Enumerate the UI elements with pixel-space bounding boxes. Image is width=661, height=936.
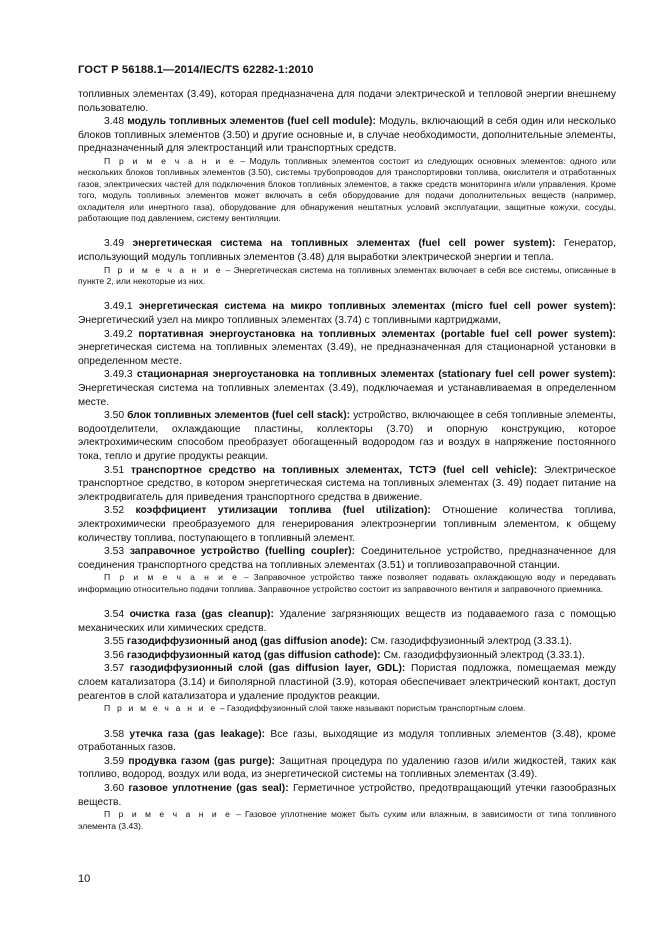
document-header: ГОСТ Р 56188.1—2014/IEC/TS 62282-1:2010 (78, 64, 314, 76)
term-definition (78, 300, 616, 327)
term-title: транспортное средство на топливных элементах, ТСТЭ (fuel cell vehicle): (130, 464, 538, 476)
term-title: заправочное устройство (fuelling coupler): (129, 546, 356, 558)
term-title: портативная энергоустановка на топливных элементах (portable fuel cell power system): (138, 328, 616, 340)
term-text: устройство, включающее в себя топливные элементы, водоотделители, охлаждающие пластины, коллекторы (3.70) и опорную конструкцию, которое электрохимическим способом преобразует обогащенный водородом газ и воздух в напряжение постоянного тока, тепло и другие продукты реакции. (78, 410, 617, 462)
term-number: 3.57 (104, 663, 125, 675)
term-number: 3.49 (104, 238, 125, 250)
term-text: Генератор, использующий модуль топливных элементов (3.48) для выработки электрической энергии и тепла. (78, 238, 616, 263)
term-definition (78, 409, 616, 463)
note-text: – Газовое уплотнение может быть сухим или влажным, в зависимости от типа топливного элемента (3.43). (78, 809, 616, 831)
term-title: очистка газа (gas cleanup): (129, 609, 274, 621)
term-text: Удаление загрязняющих веществ из подаваемого газа с помощью механических или химических средств. (78, 609, 616, 634)
term-number: 3.55 (104, 636, 125, 648)
term-text: Защитная процедура по удалению газов и/или жидкостей, таких как топливо, водород, воздух или вода, из энергетической системы на топливных элементах (3.49). (78, 755, 616, 781)
page-number: 10 (78, 873, 91, 885)
term-number: 3.49.2 (104, 328, 133, 340)
note-text: – Заправочное устройство также позволяет подавать охлаждающую воду и передавать информацию относительно подачи топлива. Заправочное устройство состоит из заправочного вентиля и заправочного приемника. (78, 572, 616, 594)
term-number: 3.48 (104, 116, 125, 128)
term-definition (78, 728, 616, 755)
term-text: Отношение количества топлива, электрохимически преобразуемого для генерирования электроэнергии топливным элементом, к общему количеству топлива, поступающего в топливный элемент. (78, 505, 616, 544)
term-title: газодиффузионный слой (gas diffusion layer, GDL): (129, 663, 406, 675)
term-definition (78, 328, 616, 369)
note-paragraph (78, 809, 616, 832)
term-text: См. газодиффузионный электрод (3.33.1). (367, 636, 572, 648)
term-title: стационарная энергоустановка на топливных элементах (stationary fuel cell power system): (136, 369, 616, 381)
note-text: – Энергетическая система на топливных элементах включает в себя все системы, описанные в пункте 2, или некоторые из них. (78, 264, 616, 286)
term-definition (78, 755, 616, 782)
note-label: П р и м е ч а н и е (104, 155, 236, 166)
note-text: – Модуль топливных элементов состоит из следующих основных элементов: одного или нескольких блоков топливных элементов (3.50), системы трубопроводов для транспортировки топлива, окислителя и отработанных газов, электрических частей для подключения блоков топливных элементов, а также средств мониторинга и/или управления. Кроме того, модуль топливных элементов может включать в себя оборудование для подачи дополнительных веществ (например, охладителя или инертного газа), оборудование для обнаружения нештатных условий эксплуатации, защитные кожухи, сосуды, работающие под давлением, систему вентиляции. (78, 155, 616, 223)
document-body (78, 88, 616, 832)
term-number: 3.56 (104, 649, 125, 661)
term-definition (78, 115, 616, 156)
term-number: 3.59 (104, 755, 125, 767)
note-paragraph (78, 572, 616, 595)
term-text: См. газодиффузионный электрод (3.33.1). (380, 649, 585, 661)
term-definition (78, 635, 616, 649)
continued-paragraph: топливных элементах (3.49), которая предназначена для подачи электрической и тепловой энергии внешнему пользователю. (78, 89, 616, 114)
term-text: энергетическая система на топливных элементах (3.49), не предназначенная для стационарной установки в определенном месте. (78, 342, 616, 367)
term-definition (78, 464, 616, 505)
term-definition (78, 782, 616, 809)
paragraph-spacer (78, 287, 616, 300)
term-title: энергетическая система на микро топливных элементах (micro fuel cell power system): (138, 301, 616, 313)
term-number: 3.52 (104, 505, 125, 517)
term-title: газодиффузионный анод (gas diffusion anode): (126, 636, 368, 648)
term-definition (78, 662, 616, 703)
term-text: Энергетическая система на топливных элементах (3.49), подключаемая и устанавливаемая в определенном месте. (78, 382, 616, 408)
term-title: модуль топливных элементов (fuel cell module): (127, 116, 376, 128)
note-paragraph (78, 703, 616, 714)
term-number: 3.49.1 (104, 301, 133, 313)
term-number: 3.50 (104, 410, 125, 422)
term-title: газодиффузионный катод (gas diffusion cathode): (126, 649, 381, 661)
term-text: Модуль, включающий в себя один или несколько блоков топливных элементов (3.50) и другие основные и, в случае необходимости, дополнительные элементы, предназначенный для электростанций или транспортных средств. (78, 116, 616, 155)
term-definition (78, 237, 616, 264)
note-paragraph (78, 265, 616, 288)
term-title: блок топливных элементов (fuel cell stack): (127, 410, 351, 422)
term-text: Все газы, выходящие из модуля топливных элементов (3.48), кроме отработанных газов. (78, 728, 616, 754)
term-number: 3.51 (104, 464, 125, 476)
term-number: 3.54 (104, 609, 125, 621)
note-paragraph (78, 156, 616, 224)
paragraph-spacer (78, 715, 616, 728)
term-title: коэффициент утилизации топлива (fuel utilization): (135, 505, 431, 517)
term-text: Энергетический узел на микро топливных элементах (3.74) с топливными картриджами, (78, 315, 501, 326)
term-number: 3.53 (104, 546, 125, 558)
term-text: Соединительное устройство, предназначенное для соединения транспортного средства на топливных элементах (3.51) и топливозаправочной станции. (78, 546, 616, 571)
term-title: продувка газом (gas purge): (128, 755, 275, 767)
term-definition (78, 608, 616, 635)
note-label: П р и м е ч а н и е (104, 703, 218, 714)
paragraph-spacer (78, 224, 616, 237)
term-definition (78, 649, 616, 663)
term-number: 3.58 (104, 728, 125, 740)
term-number: 3.60 (104, 783, 125, 795)
term-definition (78, 368, 616, 409)
term-title: утечка газа (gas leakage): (129, 728, 266, 740)
paragraph-spacer (78, 595, 616, 608)
term-text: Электрическое транспортное средство, в котором энергетическая система на топливных элементах (3. 49) подает питание на электродвигатель для приведения транспортного средства в движение. (78, 464, 616, 503)
term-definition (78, 504, 616, 545)
term-text: Герметичное устройство, предотвращающий утечки газообразных веществ. (78, 783, 616, 808)
note-label: П р и м е ч а н и е (104, 264, 223, 275)
term-definition (78, 545, 616, 572)
term-number: 3.49.3 (104, 369, 133, 381)
note-label: П р и м е ч а н и е (104, 572, 240, 583)
term-text: Пористая подложка, помещаемая между слоем катализатора (3.14) и биполярной пластиной (3.9), которая обеспечивает электрический контакт, доступ реагентов в слой катализатора и удаление продуктов реакции. (78, 663, 616, 702)
note-text: – Газодиффузионный слой также называют пористым транспортным слоем. (217, 703, 526, 714)
term-title: энергетическая система на топливных элементах (fuel cell power system): (132, 238, 556, 250)
note-label: П р и м е ч а н и е (104, 809, 233, 820)
document-page (78, 64, 616, 832)
term-title: газовое уплотнение (gas seal): (128, 783, 289, 795)
